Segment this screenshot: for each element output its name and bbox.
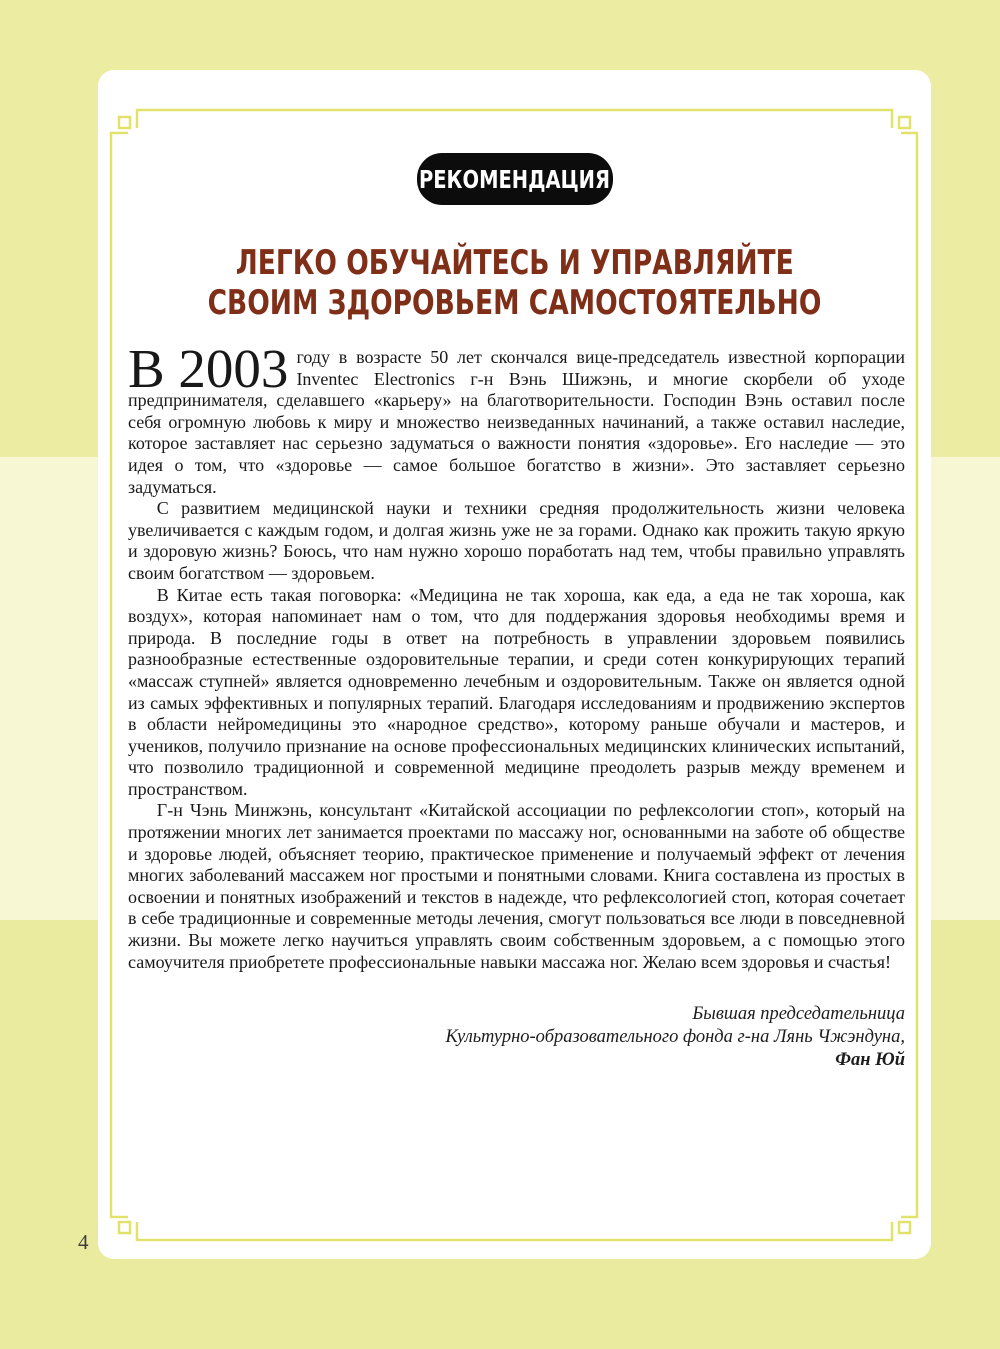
page-number: 4 [78, 1230, 89, 1254]
corner-square-top-left-icon [119, 117, 130, 128]
paragraph: В Китае есть такая поговорка: «Медицина не так хороша, как еда, а еда не так хороша, как воздух», которая напоминает нам о том, что для поддержания здоровья необходимы время и природа. В последние годы в ответ на потребность в управлении здоровьем появились разнообразные естественные оздоровительные терапии, и среди сотен конкурирующих терапий «массаж ступней» является одновременно лечебным и оздоровительным. Также он является одной из самых эффективных и популярных терапий. Благодаря исследованиям и продвижению экспертов в области нейромедицины это «народное средство», которому раньше обучали и мастеров, и учеников, получило признание на основе профессиональных медицинских клинических испытаний, что позволило традиционной и современной медицине преодолеть разрыв между временем и пространством. [128, 584, 905, 799]
dropcap-year: В 2003 [128, 338, 289, 399]
signature-organization: Культурно-образовательного фонда г-на Лянь Чжэндуна, [445, 1027, 905, 1048]
chapter-title-line1: ЛЕГКО ОБУЧАЙТЕСЬ И УПРАВЛЯЙТЕ [235, 243, 794, 283]
corner-square-top-right-icon [899, 117, 910, 128]
paragraph: Г-н Чэнь Минжэнь, консультант «Китайской ассоциации по рефлексологии стоп», который на протяжении многих лет занимается проектами по массажу ног, основанными на заботе об обществе и здоровье людей, объясняет теорию, практическое применение и получаемый эффект от лечения многих заболеваний массажем ног простыми и понятными словами. Книга составлена из простых в освоении и понятных изображений и текстов в надежде, что рефлексологией стоп, которая сочетает в себе традиционные и современные методы лечения, смогут пользоваться все люди в повседневной жизни. Вы можете легко научиться управлять своим собственным здоровьем, а с помощью этого самоучителя приобретете профессиональные навыки массажа ног. Желаю всем здоровья и счастья! [128, 800, 905, 972]
chapter-title [98, 243, 931, 323]
section-badge [417, 153, 613, 205]
content-card [98, 70, 931, 1259]
signature-name: Фан Юй [835, 1050, 905, 1071]
signature-title: Бывшая председательница [692, 1004, 905, 1025]
corner-square-bottom-right-icon [899, 1222, 910, 1233]
article-body [128, 338, 905, 1072]
paragraph-lead-text: году в возрасте 50 лет скончался вице-председатель известной корпорации Inventec Electronics г-н Вэнь Шижэнь, и многие скорбели об уходе предпринимателя, сделавшего «карьеру» на благотворительности. Господин Вэнь оставил после себя огромную любовь к миру и множество неизведанных начинаний, а также оставил наследие, которое заставляет нас серьезно задуматься о важности понятия «здоровье». Его наследие — это идея о том, что «здоровье — самое большое богатство в жизни». Это заставляет серьезно задуматься. [128, 347, 905, 497]
chapter-title-line2: СВОИМ ЗДОРОВЬЕМ САМОСТОЯТЕЛЬНО [207, 283, 822, 323]
corner-square-bottom-left-icon [119, 1222, 130, 1233]
frame-top-line [137, 110, 892, 128]
signature-block [128, 1003, 905, 1072]
paragraph-lead [128, 338, 905, 498]
frame-bottom-line [137, 1222, 892, 1240]
section-badge-label: РЕКОМЕНДАЦИЯ [418, 164, 611, 194]
paragraph: С развитием медицинской науки и техники средняя продолжительность жизни человека увеличивается с каждым годом, и долгая жизнь уже не за горами. Однако как прожить такую яркую и здоровую жизнь? Боюсь, что нам нужно хорошо поработать над тем, чтобы правильно управлять своим богатством — здоровьем. [128, 498, 905, 583]
